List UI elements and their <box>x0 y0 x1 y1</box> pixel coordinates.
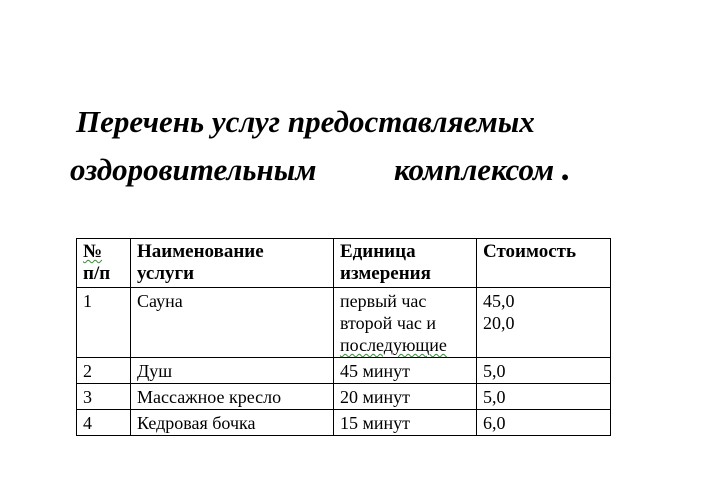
cell-service-name: Сауна <box>131 288 334 358</box>
cell-service-name: Массажное кресло <box>131 384 334 410</box>
title-period: . <box>561 148 571 188</box>
cell-unit: 45 минут <box>334 358 477 384</box>
cell-number: 4 <box>77 410 131 436</box>
services-table <box>76 238 611 436</box>
title-line-2 <box>70 145 670 193</box>
cell-cost-line: 45,0 <box>483 291 515 311</box>
cell-number: 1 <box>77 288 131 358</box>
cell-cost: 5,0 <box>477 358 611 384</box>
cell-cost: 5,0 <box>477 384 611 410</box>
document-title <box>70 98 670 193</box>
header-service-name-line-2: услуги <box>137 263 195 284</box>
header-unit-line-2: измерения <box>340 263 431 284</box>
title-line-1: Перечень услуг предоставляемых <box>76 104 535 139</box>
cell-unit: 20 минут <box>334 384 477 410</box>
cell-cost-line: 20,0 <box>483 313 515 333</box>
cell-unit-line: второй час и <box>340 313 436 333</box>
header-cost <box>477 239 611 288</box>
cell-unit: 15 минут <box>334 410 477 436</box>
header-number-line-1: № <box>83 241 103 262</box>
cell-number: 3 <box>77 384 131 410</box>
title-word-kompleksom: комплексом <box>393 152 555 187</box>
cell-service-name: Душ <box>131 358 334 384</box>
header-service-name-line-1: Наименование <box>137 241 264 262</box>
cell-unit <box>334 288 477 358</box>
cell-unit-line-text: последующие <box>340 335 447 355</box>
table-row <box>77 358 611 384</box>
title-word-ozdorovitelnym: оздоровительным <box>70 152 317 187</box>
cell-unit-line: первый час <box>340 291 427 311</box>
header-number-line-2: п/п <box>83 263 111 284</box>
cell-cost: 6,0 <box>477 410 611 436</box>
table-row <box>77 288 611 358</box>
table-row <box>77 384 611 410</box>
header-unit <box>334 239 477 288</box>
cell-unit-line <box>340 334 470 356</box>
table-row <box>77 410 611 436</box>
header-service-name <box>131 239 334 288</box>
header-cost-label: Стоимость <box>483 241 577 262</box>
header-number <box>77 239 131 288</box>
table-header-row <box>77 239 611 288</box>
cell-number: 2 <box>77 358 131 384</box>
cell-service-name: Кедровая бочка <box>131 410 334 436</box>
cell-cost <box>477 288 611 358</box>
header-unit-line-1: Единица <box>340 241 416 262</box>
